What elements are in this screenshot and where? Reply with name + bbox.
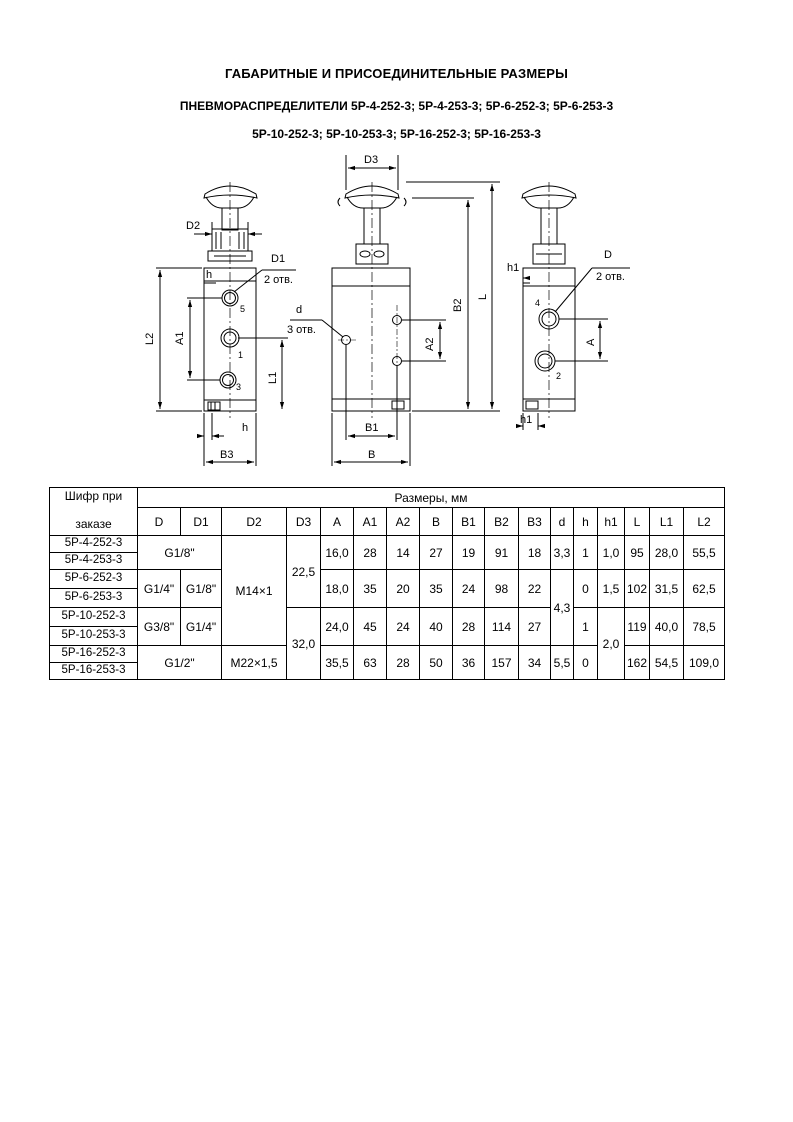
cell-L1: 31,5 — [650, 570, 684, 608]
header-code — [50, 488, 138, 536]
col-header: A1 — [354, 508, 387, 536]
col-header: A — [321, 508, 354, 536]
col-header: D1 — [181, 508, 222, 536]
cell-B2: 91 — [485, 536, 519, 570]
label-holes-2-right: 2 отв. — [596, 271, 625, 283]
cell-B: 27 — [420, 536, 453, 570]
label-port-4: 4 — [535, 298, 541, 308]
cell-B3: 22 — [519, 570, 551, 608]
cell-A: 24,0 — [321, 608, 354, 646]
cell-h: 0 — [574, 570, 598, 608]
dimension-drawings — [0, 0, 793, 480]
table-row-code: 5Р-6-252-3 — [50, 570, 138, 589]
cell-h1: 1,0 — [598, 536, 625, 570]
label-port-3: 3 — [236, 382, 242, 392]
col-header: D — [138, 508, 181, 536]
table-row-code: 5Р-10-252-3 — [50, 608, 138, 627]
label-D1: D1 — [271, 253, 286, 265]
cell-B2: 98 — [485, 570, 519, 608]
cell-L1: 54,5 — [650, 646, 684, 680]
middle-view — [290, 155, 500, 466]
subtitle-line-1: ПНЕВМОРАСПРЕДЕЛИТЕЛИ 5Р-4-252-3; 5Р-4-253-3; 5Р-6-252-3; 5Р-6-253-3 — [179, 99, 614, 113]
col-header: A2 — [387, 508, 420, 536]
col-header: h1 — [598, 508, 625, 536]
cell-D3: 32,0 — [287, 608, 321, 680]
right-view — [516, 182, 630, 430]
page-title: ГАБАРИТНЫЕ И ПРИСОЕДИНИТЕЛЬНЫЕ РАЗМЕРЫ — [224, 66, 569, 81]
cell-A1: 28 — [354, 536, 387, 570]
cell-L1: 40,0 — [650, 608, 684, 646]
label-A2: A2 — [424, 337, 436, 351]
cell-A: 35,5 — [321, 646, 354, 680]
cell-d: 5,5 — [551, 646, 574, 680]
cell-h: 0 — [574, 646, 598, 680]
cell-h1: 2,0 — [598, 608, 625, 680]
label-L2: L2 — [144, 332, 156, 345]
cell-D: G3/8" — [138, 608, 181, 646]
label-L1: L1 — [267, 371, 279, 384]
cell-B3: 27 — [519, 608, 551, 646]
cell-A2: 14 — [387, 536, 420, 570]
col-header: B2 — [485, 508, 519, 536]
label-port-5: 5 — [240, 304, 246, 314]
cell-D1: G1/8" — [181, 570, 222, 608]
label-port-2: 2 — [556, 371, 562, 381]
cell-B1: 19 — [453, 536, 485, 570]
table-row-code: 5Р-4-253-3 — [50, 553, 138, 570]
cell-B1: 24 — [453, 570, 485, 608]
table-row-code: 5Р-6-253-3 — [50, 589, 138, 608]
label-h1-bottom: h1 — [520, 414, 533, 426]
col-header: B3 — [519, 508, 551, 536]
cell-D2: М22×1,5 — [222, 646, 287, 680]
table-row-code: 5Р-10-253-3 — [50, 627, 138, 646]
cell-L: 119 — [625, 608, 650, 646]
col-header: B — [420, 508, 453, 536]
cell-B1: 28 — [453, 608, 485, 646]
col-header: L1 — [650, 508, 684, 536]
cell-d: 4,3 — [551, 570, 574, 646]
cell-A2: 20 — [387, 570, 420, 608]
cell-D2: М14×1 — [222, 536, 287, 646]
dimensions-table — [49, 487, 725, 680]
cell-B2: 157 — [485, 646, 519, 680]
table-row-code: 5Р-4-252-3 — [50, 536, 138, 553]
label-port-1: 1 — [238, 350, 244, 360]
label-B: B — [368, 449, 376, 461]
label-A: A — [585, 338, 597, 346]
col-header: L — [625, 508, 650, 536]
cell-D: G1/2" — [138, 646, 222, 680]
cell-D3: 22,5 — [287, 536, 321, 608]
header-code-line1: Шифр при — [64, 489, 123, 503]
col-header: L2 — [684, 508, 725, 536]
label-h-top: h — [206, 269, 213, 281]
cell-A1: 45 — [354, 608, 387, 646]
header-code-line2: заказе — [75, 517, 112, 531]
cell-B: 50 — [420, 646, 453, 680]
label-B3: B3 — [220, 449, 234, 461]
cell-L: 102 — [625, 570, 650, 608]
label-h-bottom: h — [242, 422, 249, 434]
cell-h: 1 — [574, 608, 598, 646]
cell-B: 35 — [420, 570, 453, 608]
header-group: Размеры, мм — [138, 488, 725, 508]
table-row-code: 5Р-16-252-3 — [50, 646, 138, 663]
table-row-code: 5Р-16-253-3 — [50, 663, 138, 680]
cell-A1: 35 — [354, 570, 387, 608]
cell-L: 95 — [625, 536, 650, 570]
cell-B3: 34 — [519, 646, 551, 680]
cell-L: 162 — [625, 646, 650, 680]
cell-L2: 55,5 — [684, 536, 725, 570]
cell-L2: 78,5 — [684, 608, 725, 646]
cell-B1: 36 — [453, 646, 485, 680]
label-D3: D3 — [364, 154, 379, 166]
cell-B3: 18 — [519, 536, 551, 570]
cell-A: 18,0 — [321, 570, 354, 608]
label-B2: B2 — [452, 298, 464, 312]
label-h1-top: h1 — [507, 262, 520, 274]
label-D: D — [604, 249, 612, 261]
cell-h: 1 — [574, 536, 598, 570]
cell-A: 16,0 — [321, 536, 354, 570]
col-header: d — [551, 508, 574, 536]
cell-A1: 63 — [354, 646, 387, 680]
col-header: h — [574, 508, 598, 536]
col-header: D2 — [222, 508, 287, 536]
cell-D1: G1/4" — [181, 608, 222, 646]
label-D2: D2 — [186, 220, 201, 232]
label-holes-3: 3 отв. — [287, 324, 316, 336]
cell-L1: 28,0 — [650, 536, 684, 570]
label-L: L — [477, 293, 489, 300]
left-view — [156, 182, 296, 466]
cell-L2: 109,0 — [684, 646, 725, 680]
label-d: d — [296, 304, 303, 316]
label-B1: B1 — [365, 422, 379, 434]
col-header: D3 — [287, 508, 321, 536]
cell-B2: 114 — [485, 608, 519, 646]
label-holes-2: 2 отв. — [264, 274, 293, 286]
cell-L2: 62,5 — [684, 570, 725, 608]
cell-D: G1/4" — [138, 570, 181, 608]
cell-d: 3,3 — [551, 536, 574, 570]
cell-D: G1/8" — [138, 536, 222, 570]
cell-h1: 1,5 — [598, 570, 625, 608]
subtitle-line-2: 5Р-10-252-3; 5Р-10-253-3; 5Р-16-252-3; 5Р-16-253-3 — [252, 127, 541, 141]
col-header: B1 — [453, 508, 485, 536]
cell-A2: 28 — [387, 646, 420, 680]
label-A1: A1 — [174, 331, 186, 345]
cell-B: 40 — [420, 608, 453, 646]
cell-A2: 24 — [387, 608, 420, 646]
